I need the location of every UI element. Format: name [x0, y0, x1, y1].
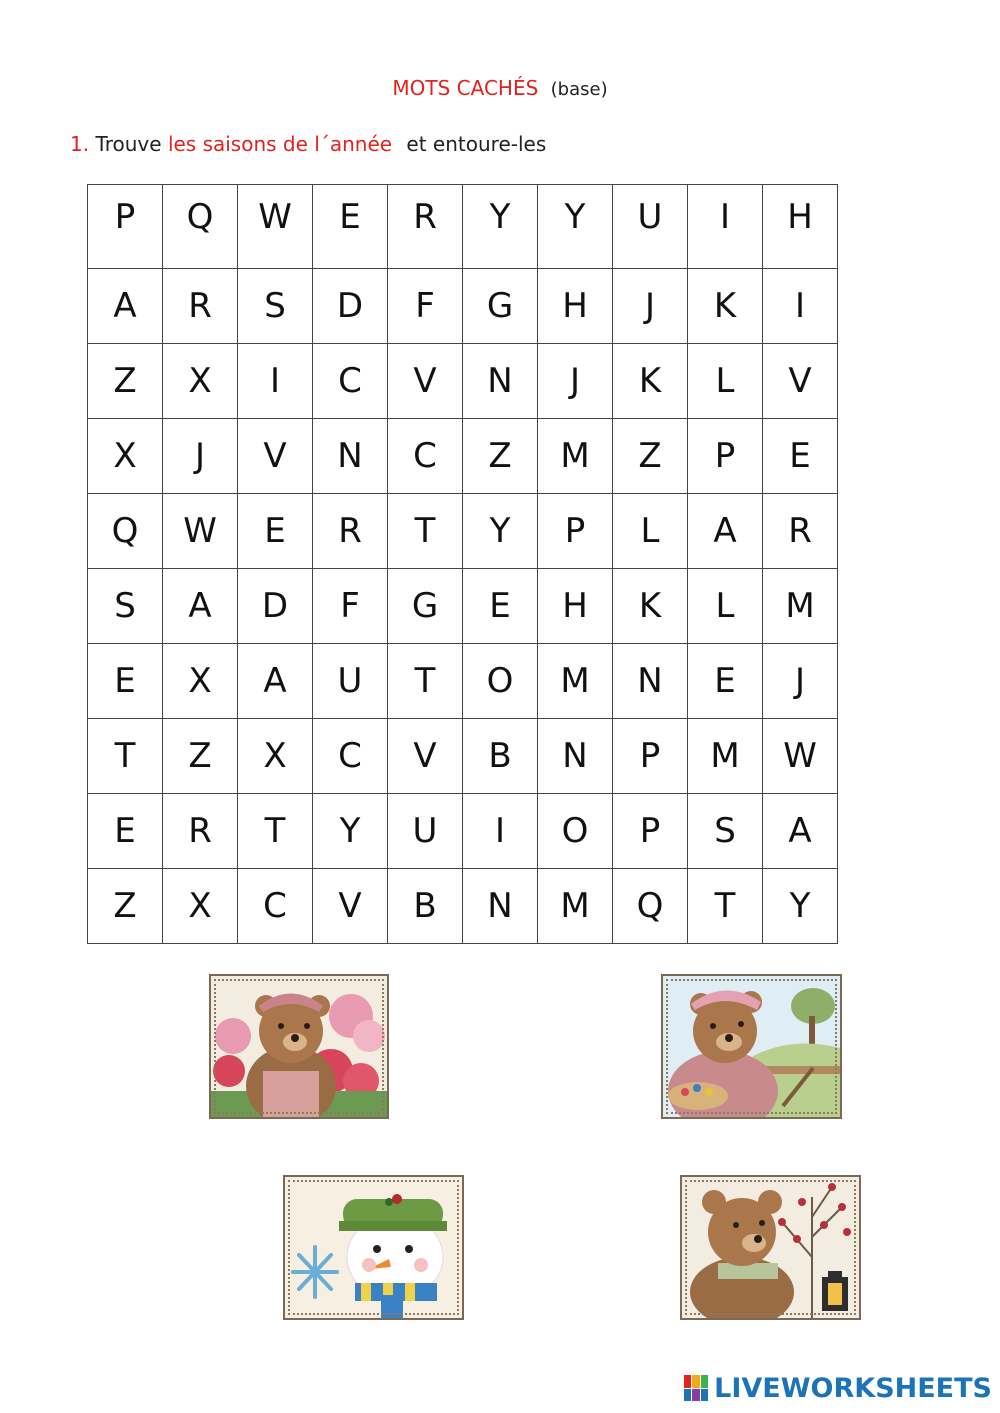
grid-cell[interactable]: V — [763, 344, 838, 419]
grid-cell[interactable]: V — [313, 869, 388, 944]
grid-cell[interactable]: Y — [763, 869, 838, 944]
grid-cell[interactable]: X — [163, 644, 238, 719]
instruction-before: Trouve — [95, 132, 162, 156]
grid-cell[interactable]: V — [388, 719, 463, 794]
grid-cell[interactable]: S — [88, 569, 163, 644]
grid-cell[interactable]: P — [613, 719, 688, 794]
grid-cell[interactable]: T — [88, 719, 163, 794]
grid-cell[interactable]: T — [238, 794, 313, 869]
grid-cell[interactable]: T — [388, 644, 463, 719]
grid-cell[interactable]: C — [238, 869, 313, 944]
grid-cell[interactable]: I — [688, 185, 763, 269]
grid-cell[interactable]: P — [688, 419, 763, 494]
grid-cell[interactable]: J — [613, 269, 688, 344]
grid-row — [88, 419, 838, 494]
grid-cell[interactable]: W — [163, 494, 238, 569]
grid-cell[interactable]: B — [463, 719, 538, 794]
summer-bear-painting-picture — [661, 974, 842, 1119]
grid-cell[interactable]: O — [538, 794, 613, 869]
word-search-grid[interactable] — [87, 184, 838, 944]
grid-cell[interactable]: U — [313, 644, 388, 719]
grid-cell[interactable]: V — [238, 419, 313, 494]
grid-cell[interactable]: M — [538, 869, 613, 944]
grid-cell[interactable]: E — [688, 644, 763, 719]
grid-cell[interactable]: M — [763, 569, 838, 644]
grid-cell[interactable]: E — [88, 794, 163, 869]
grid-cell[interactable]: A — [88, 269, 163, 344]
grid-cell[interactable]: B — [388, 869, 463, 944]
grid-cell[interactable]: R — [388, 185, 463, 269]
grid-cell[interactable]: U — [388, 794, 463, 869]
grid-cell[interactable]: C — [313, 344, 388, 419]
grid-cell[interactable]: M — [538, 419, 613, 494]
liveworksheets-logo[interactable] — [684, 1371, 992, 1405]
grid-cell[interactable]: C — [388, 419, 463, 494]
grid-cell[interactable]: O — [463, 644, 538, 719]
grid-cell[interactable]: P — [613, 794, 688, 869]
instruction-number: 1. — [70, 132, 90, 156]
grid-cell[interactable]: A — [163, 569, 238, 644]
spring-bear-flowers-picture — [209, 974, 389, 1119]
grid-cell[interactable]: Y — [463, 494, 538, 569]
grid-row — [88, 494, 838, 569]
grid-cell[interactable]: Z — [613, 419, 688, 494]
grid-cell[interactable]: R — [163, 794, 238, 869]
grid-cell[interactable]: U — [613, 185, 688, 269]
grid-cell[interactable]: A — [238, 644, 313, 719]
grid-cell[interactable]: C — [313, 719, 388, 794]
title-sub: (base) — [550, 79, 608, 100]
instruction-highlight: les saisons de l´année — [167, 132, 393, 156]
grid-cell[interactable]: A — [763, 794, 838, 869]
grid-cell[interactable]: L — [688, 569, 763, 644]
grid-row — [88, 185, 838, 269]
grid-cell[interactable]: I — [238, 344, 313, 419]
grid-cell[interactable]: W — [238, 185, 313, 269]
grid-cell[interactable]: Z — [463, 419, 538, 494]
grid-cell[interactable]: K — [688, 269, 763, 344]
grid-cell[interactable]: R — [763, 494, 838, 569]
grid-cell[interactable]: H — [538, 569, 613, 644]
title-main: MOTS CACHÉS — [392, 76, 539, 100]
grid-cell[interactable]: A — [688, 494, 763, 569]
autumn-bear-lantern-picture — [680, 1175, 861, 1320]
grid-cell[interactable]: E — [88, 644, 163, 719]
grid-cell[interactable]: N — [463, 869, 538, 944]
grid-cell[interactable]: P — [88, 185, 163, 269]
grid-cell[interactable]: M — [688, 719, 763, 794]
grid-cell[interactable]: Z — [88, 344, 163, 419]
grid-cell[interactable]: E — [238, 494, 313, 569]
grid-row — [88, 794, 838, 869]
brand-name: LIVEWORKSHEETS — [714, 1372, 992, 1404]
grid-cell[interactable]: I — [463, 794, 538, 869]
grid-cell[interactable]: X — [163, 869, 238, 944]
grid-cell[interactable]: R — [163, 269, 238, 344]
grid-row — [88, 644, 838, 719]
grid-cell[interactable]: F — [388, 269, 463, 344]
grid-cell[interactable]: S — [688, 794, 763, 869]
grid-cell[interactable]: Q — [163, 185, 238, 269]
grid-cell[interactable]: E — [763, 419, 838, 494]
grid-cell[interactable]: Q — [613, 869, 688, 944]
grid-cell[interactable]: M — [538, 644, 613, 719]
instruction — [70, 132, 546, 156]
grid-cell[interactable]: H — [763, 185, 838, 269]
grid-cell[interactable]: X — [88, 419, 163, 494]
grid-cell[interactable]: H — [538, 269, 613, 344]
grid-cell[interactable]: E — [463, 569, 538, 644]
grid-cell[interactable]: R — [313, 494, 388, 569]
winter-snowman-picture — [283, 1175, 464, 1320]
grid-cell[interactable]: P — [538, 494, 613, 569]
logo-mark-icon — [684, 1375, 708, 1401]
grid-row — [88, 719, 838, 794]
grid-cell[interactable]: E — [313, 185, 388, 269]
grid-cell[interactable]: Y — [463, 185, 538, 269]
grid-cell[interactable]: X — [238, 719, 313, 794]
grid-cell[interactable]: S — [238, 269, 313, 344]
grid-cell[interactable]: N — [313, 419, 388, 494]
grid-cell[interactable]: F — [313, 569, 388, 644]
grid-cell[interactable]: Z — [88, 869, 163, 944]
grid-row — [88, 869, 838, 944]
instruction-after: et entoure-les — [406, 132, 547, 156]
grid-cell[interactable]: G — [388, 569, 463, 644]
grid-cell[interactable]: W — [763, 719, 838, 794]
grid-cell[interactable]: J — [163, 419, 238, 494]
grid-cell[interactable]: V — [388, 344, 463, 419]
grid-cell[interactable]: J — [538, 344, 613, 419]
grid-cell[interactable]: Y — [313, 794, 388, 869]
grid-cell[interactable]: Z — [163, 719, 238, 794]
grid-cell[interactable]: L — [688, 344, 763, 419]
grid-cell[interactable]: T — [688, 869, 763, 944]
grid-cell[interactable]: X — [163, 344, 238, 419]
grid-cell[interactable]: G — [463, 269, 538, 344]
grid-cell[interactable]: Q — [88, 494, 163, 569]
grid-cell[interactable]: K — [613, 344, 688, 419]
grid-cell[interactable]: D — [313, 269, 388, 344]
grid-cell[interactable]: Y — [538, 185, 613, 269]
grid-cell[interactable]: T — [388, 494, 463, 569]
grid-cell[interactable]: K — [613, 569, 688, 644]
grid-cell[interactable]: J — [763, 644, 838, 719]
grid-cell[interactable]: D — [238, 569, 313, 644]
grid-cell[interactable]: N — [613, 644, 688, 719]
page-title — [0, 76, 1000, 100]
grid-cell[interactable]: N — [463, 344, 538, 419]
grid-row — [88, 344, 838, 419]
grid-cell[interactable]: L — [613, 494, 688, 569]
grid-cell[interactable]: I — [763, 269, 838, 344]
grid-cell[interactable]: N — [538, 719, 613, 794]
grid-row — [88, 269, 838, 344]
grid-row — [88, 569, 838, 644]
